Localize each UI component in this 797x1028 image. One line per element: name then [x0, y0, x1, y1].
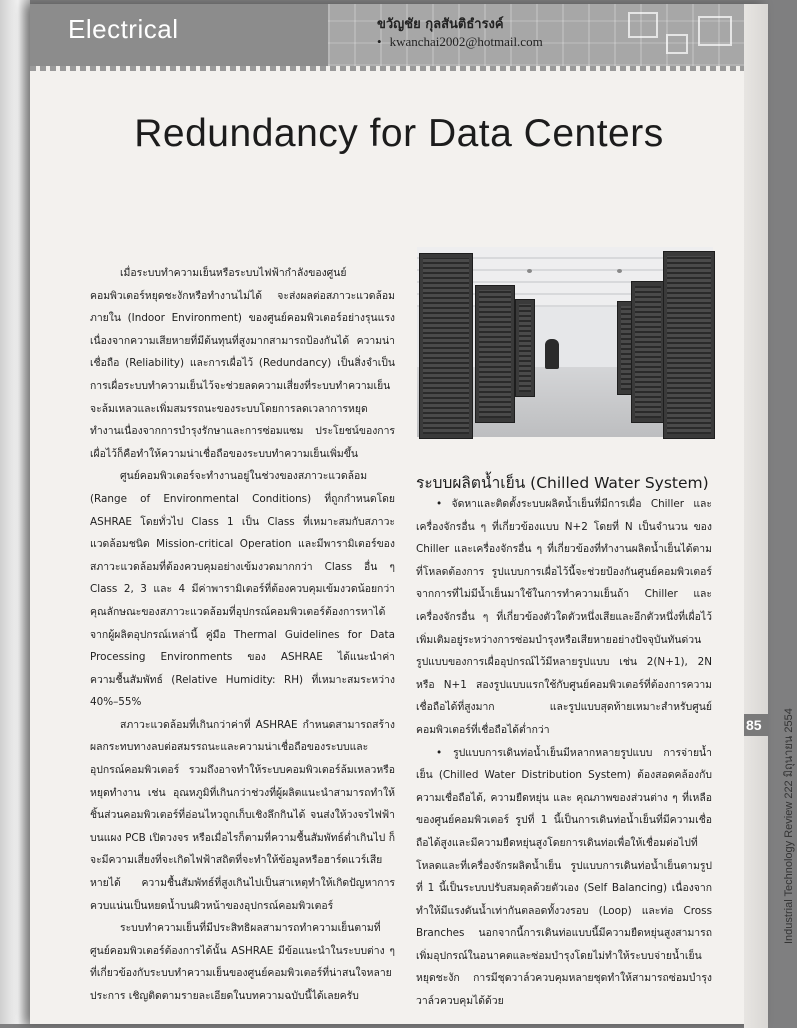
paragraph: เมื่อระบบทำความเย็นหรือระบบไฟฟ้ากำลังของศูนย์คอมพิวเตอร์หยุดชะงักหรือทำงานไม่ได้ จะส่งผลต่อสภาวะแวดล้อมภายใน (Indoor Environment) ของศูนย์คอมพิวเตอร์อย่างรุนแรง เนื่องจากความเสียหายที่มีต้นทุนที่สูงมากสามารถป้องกันได้ ความน่าเชื่อถือ (Reliability) และการเผื่อไว้ (Redundancy) เป็นสิ่งจำเป็น การเผื่อระบบทำความเย็นไว้จะช่วยลดความเสี่ยงที่ระบบทำความเย็นจะล้มเหลวและเพิ่มสมรรถนะของระบบโดยการลดเวลาการหยุดทำงานเนื่องจากการบำรุงรักษาและการซ่อมแซม ประโยชน์ของการเผื่อไว้ก็คือทำให้ความน่าเชื่อถือของระบบทำความเย็นเพิ่มขึ้น: [90, 267, 395, 460]
section-label: Electrical: [68, 14, 179, 44]
section-heading: ระบบผลิตน้ำเย็น (Chilled Water System): [416, 474, 709, 492]
author-email: [377, 34, 543, 50]
header-divider: [30, 66, 768, 71]
paragraph: ศูนย์คอมพิวเตอร์จะทำงานอยู่ในช่วงของสภาวะแวดล้อม (Range of Environmental Conditions) ที่ถูกกำหนดโดย ASHRAE โดยทั่วไป Class 1 เป็น Class ที่เหมาะสมกับสภาวะแวดล้อมชนิด Mission-critical Operation และมีพารามิเตอร์ของสภาวะแวดล้อมที่ต้องควบคุมอย่างเข้มงวดมากกว่า Class อื่น ๆ Class 2, 3 และ 4 มีค่าพารามิเตอร์ที่ต้องควบคุมเข้มงวดน้อยกว่า คุณลักษณะของสภาวะแวดล้อมที่อุปกรณ์คอมพิวเตอร์ต้องการหาได้จากผู้ผลิตอุปกรณ์เหล่านี้ คู่มือ Thermal Guidelines for Data Processing Environments ของ ASHRAE ได้แนะนำค่าความชื้นสัมพัทธ์ (Relative Humidity: RH) ที่เหมาะสมระหว่าง 40%–55%: [90, 470, 395, 709]
header-band: [30, 4, 768, 66]
bullet-icon: •: [377, 34, 382, 49]
technician-figure: [545, 339, 559, 369]
article-title: Redundancy for Data Centers: [134, 112, 664, 155]
ceiling-light: [617, 269, 622, 273]
data-center-photo: [417, 247, 713, 437]
previous-page-edge: [0, 0, 30, 1024]
author-email-text: kwanchai2002@hotmail.com: [389, 34, 543, 49]
server-rack: [515, 299, 535, 397]
decorative-square: [666, 34, 688, 54]
author-name: ขวัญชัย กุลสันติธำรงค์: [377, 17, 504, 32]
magazine-page: [30, 4, 795, 1024]
page-gutter: [744, 4, 768, 1028]
decorative-square: [698, 16, 732, 46]
bullet-paragraph: • จัดหาและติดตั้งระบบผลิตน้ำเย็นที่มีการเผื่อ Chiller และเครื่องจักรอื่น ๆ ที่เกี่ยวข้องแบบ N+2 โดยที่ N เป็นจำนวน ของ Chiller และเครื่องจักรอื่น ๆ ที่เกี่ยวข้องที่ทำงานผลิตน้ำเย็นได้ตามที่โหลดต้องการ รูปแบบการเผื่อไว้นี้จะช่วยป้องกันศูนย์คอมพิวเตอร์จากการที่ไม่มีน้ำเย็นมาใช้ในการทำความเย็นถ้า Chiller และเครื่องจักรอื่น ๆ ที่เกี่ยวข้องตัวใดตัวหนึ่งเสียและอีกตัวหนึ่งที่เผื่อไว้เพิ่มเติมอยู่ระหว่างการซ่อมบำรุงหรือเสียหายอย่างปัจจุบันทันด่วน รูปแบบของการเผื่ออุปกรณ์ไว้มีหลายรูปแบบ เช่น 2(N+1), 2N หรือ N+1 สองรูปแบบแรกใช้กับศูนย์คอมพิวเตอร์ที่ต้องการความเชื่อถือได้ที่สูงมาก และรูปแบบสุดท้ายเหมาะสำหรับศูนย์คอมพิวเตอร์ที่เชื่อถือได้ต่ำกว่า: [416, 498, 712, 736]
server-rack: [663, 251, 715, 439]
left-text-column: [90, 262, 395, 1008]
paragraph: ระบบทำความเย็นที่มีประสิทธิผลสามารถทำความเย็นตามที่ศูนย์คอมพิวเตอร์ต้องการได้นั้น ASHRAE มีข้อแนะนำในระบบต่าง ๆ ที่เกี่ยวข้องกับระบบทำความเย็นของศูนย์คอมพิวเตอร์ที่น่าสนใจหลายประการ เชิญติดตามรายละเอียดในบทความฉบับนี้ได้เลยครับ: [90, 922, 395, 1002]
server-rack: [419, 253, 473, 439]
right-text-column: [416, 493, 712, 1013]
bullet-paragraph: • รูปแบบการเดินท่อน้ำเย็นมีหลากหลายรูปแบบ การจ่ายน้ำเย็น (Chilled Water Distribution System) ต้องสอดคล้องกับความเชื่อถือได้, ความยืดหยุ่น และ คุณภาพของส่วนต่าง ๆ ที่เหลือของศูนย์คอมพิวเตอร์ รูปที่ 1 นี้เป็นการเดินท่อน้ำเย็นที่มีความเชื่อถือได้สูงและมีความยืดหยุ่นสูงโดยการเดินท่อเพื่อให้เชื่อมต่อไปที่โหลดและที่เครื่องจักรผลิตน้ำเย็น รูปแบบการเดินท่อน้ำเย็นตามรูปที่ 1 นี้เป็นระบบปรับสมดุลด้วยตัวเอง (Self Balancing) เนื่องจากทำให้มีแรงดันน้ำเท่ากันตลอดทั้งวงรอบ (Loop) และท่อ Cross Branches นอกจากนี้การเดินท่อแบบนี้มีความยืดหยุ่นสูงสามารถเพิ่มอุปกรณ์ในอนาคตและซ่อมบำรุงโดยไม่ทำให้ระบบจ่ายน้ำเย็นหยุดชะงัก การมีชุดวาล์วควบคุมหลายชุดทำให้สามารถซ่อมบำรุงวาล์วควบคุมได้ด้วย: [416, 746, 712, 1008]
paragraph: สภาวะแวดล้อมที่เกินกว่าค่าที่ ASHRAE กำหนดสามารถสร้างผลกระทบทางลบต่อสมรรถนะและความน่าเชื่อถือของระบบและอุปกรณ์คอมพิวเตอร์ รวมถึงอาจทำให้ระบบคอมพิวเตอร์ล้มเหลวหรือหยุดทำงาน เช่น อุณหภูมิที่เกินกว่าช่วงที่ผู้ผลิตแนะนำสามารถทำให้ชิ้นส่วนคอมพิวเตอร์ที่อ่อนไหวถูกเก็บเชิงลึกกินได้ จนส่งให้วงจรไฟฟ้าบนแผง PCB เปิดวงจร หรือเมื่อไรก็ตามที่ความชื้นสัมพัทธ์ต่ำเกินไป ก็จะมีความเสี่ยงที่จะเกิดไฟฟ้าสถิตที่จะทำให้ข้อมูลหรือฮาร์ดแวร์เสียหายได้ ความชื้นสัมพัทธ์ที่สูงเกินไปเป็นสาเหตุทำให้เกิดปัญหาการควบแน่นเป็นหยดน้ำบนผิวหน้าของอุปกรณ์คอมพิวเตอร์: [90, 718, 395, 912]
page-number: 85: [744, 714, 768, 736]
decorative-square: [628, 12, 658, 38]
server-rack: [631, 281, 665, 423]
server-rack: [475, 285, 515, 423]
journal-footer: Industrial Technology Review 222 มิถุนายน 2554: [783, 708, 795, 944]
ceiling-light: [527, 269, 532, 273]
